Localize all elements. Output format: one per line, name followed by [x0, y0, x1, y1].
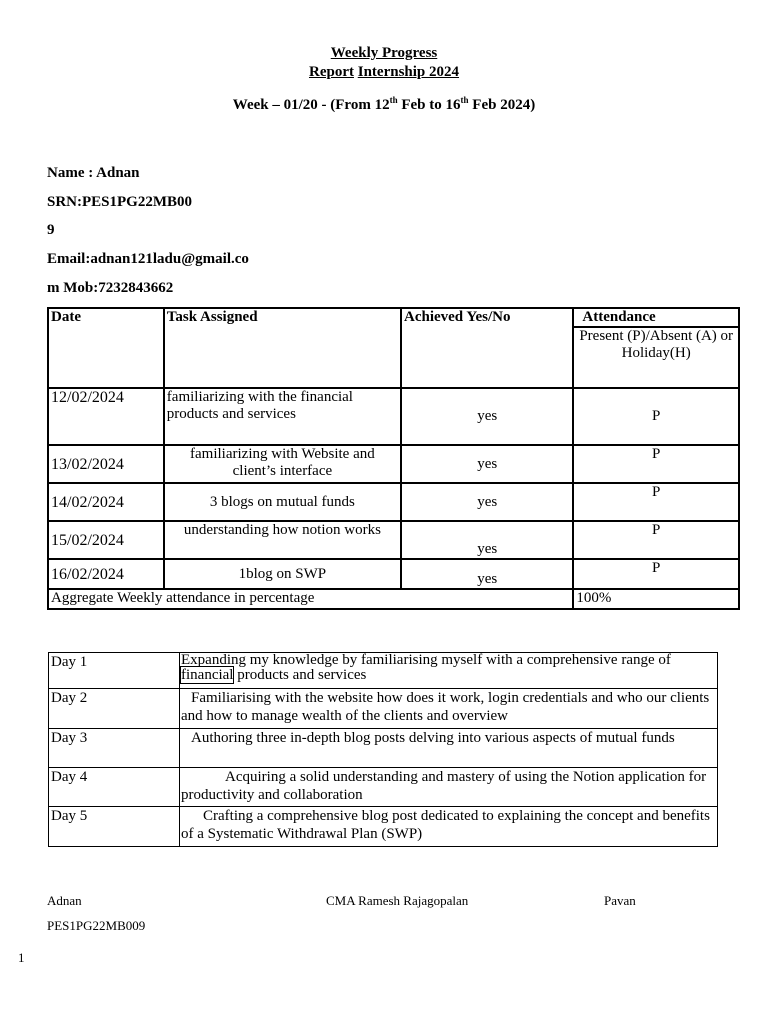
row-achieved: yes [401, 521, 573, 559]
signature-guide: Pavan [604, 893, 636, 908]
row-achieved: yes [401, 388, 573, 445]
student-name: Name : Adnan [47, 165, 140, 181]
day-text-boxed: financial [181, 667, 234, 683]
row-task: familiarizing with Website and client’s interface [164, 445, 401, 483]
day-label: Day 2 [49, 689, 180, 729]
header-attendance-sub: Present (P)/Absent (A) or Holiday(H) [579, 328, 734, 361]
row-achieved: yes [401, 445, 573, 483]
row-date: 14/02/2024 [48, 483, 164, 521]
day-label: Day 1 [49, 653, 180, 689]
table-row [48, 559, 739, 589]
day-description: Acquiring a solid understanding and mastery of using the Notion application for productivity and collaboration [180, 768, 718, 807]
aggregate-value: 100% [573, 589, 739, 609]
signature-student-srn: PES1PG22MB009 [47, 918, 146, 933]
row-attendance: P [573, 521, 739, 559]
table-row [49, 729, 718, 768]
row-date: 13/02/2024 [48, 445, 164, 483]
day-description [180, 653, 718, 689]
aggregate-row [48, 589, 739, 609]
row-date: 12/02/2024 [48, 388, 164, 445]
table-row [48, 521, 739, 559]
row-achieved: yes [401, 483, 573, 521]
week-range: Week – 01/20 - (From 12th Feb to 16th Feb 2024) [232, 95, 536, 113]
table-row [49, 653, 718, 689]
day-description: Authoring three in-depth blog posts delving into various aspects of mutual funds [180, 729, 718, 768]
header-task: Task Assigned [164, 308, 401, 388]
student-email: Email:adnan121ladu@gmail.co [47, 251, 249, 267]
day-text-part: Expanding my knowledge by familiarising myself with a comprehensive range of [181, 652, 671, 668]
day-label: Day 5 [49, 807, 180, 847]
header-attendance [573, 308, 739, 388]
day-label: Day 3 [49, 729, 180, 768]
student-srn-cont: 9 [47, 222, 55, 238]
row-date: 15/02/2024 [48, 521, 164, 559]
day-description: Familiarising with the website how does it work, login credentials and who our clients and how to manage wealth of the clients and overview [180, 689, 718, 729]
table-row [48, 445, 739, 483]
row-task: understanding how notion works [164, 521, 401, 559]
student-mobile: m Mob:7232843662 [47, 280, 174, 296]
daily-log-table [48, 652, 718, 847]
report-title-line1: Weekly Progress [330, 45, 438, 61]
table-header-row [48, 308, 739, 388]
student-srn: SRN:PES1PG22MB00 [47, 194, 193, 210]
row-attendance: P [573, 445, 739, 483]
day-label: Day 4 [49, 768, 180, 807]
page-number: 1 [18, 950, 25, 965]
header-achieved: Achieved Yes/No [401, 308, 573, 388]
row-achieved: yes [401, 559, 573, 589]
attendance-table [47, 307, 740, 610]
row-date: 16/02/2024 [48, 559, 164, 589]
table-row [49, 689, 718, 729]
aggregate-label: Aggregate Weekly attendance in percentage [48, 589, 573, 609]
report-title-line2: Report Internship 2024 [308, 64, 460, 80]
table-row [48, 388, 739, 445]
table-row [49, 807, 718, 847]
day-description: Crafting a comprehensive blog post dedicated to explaining the concept and benefits of a Systematic Withdrawal Plan (SWP) [180, 807, 718, 847]
signature-student-name: Adnan [47, 893, 82, 908]
row-task: 3 blogs on mutual funds [164, 483, 401, 521]
row-attendance: P [573, 483, 739, 521]
signature-mentor: CMA Ramesh Rajagopalan [326, 893, 469, 908]
table-row [49, 768, 718, 807]
header-date: Date [48, 308, 164, 388]
table-row [48, 483, 739, 521]
header-attendance-title: Attendance [574, 309, 738, 328]
row-task: familiarizing with the financial products and services [164, 388, 401, 445]
row-task: 1blog on SWP [164, 559, 401, 589]
row-attendance: P [573, 559, 739, 589]
day-text-part: products and services [233, 667, 367, 683]
row-attendance: P [573, 388, 739, 445]
